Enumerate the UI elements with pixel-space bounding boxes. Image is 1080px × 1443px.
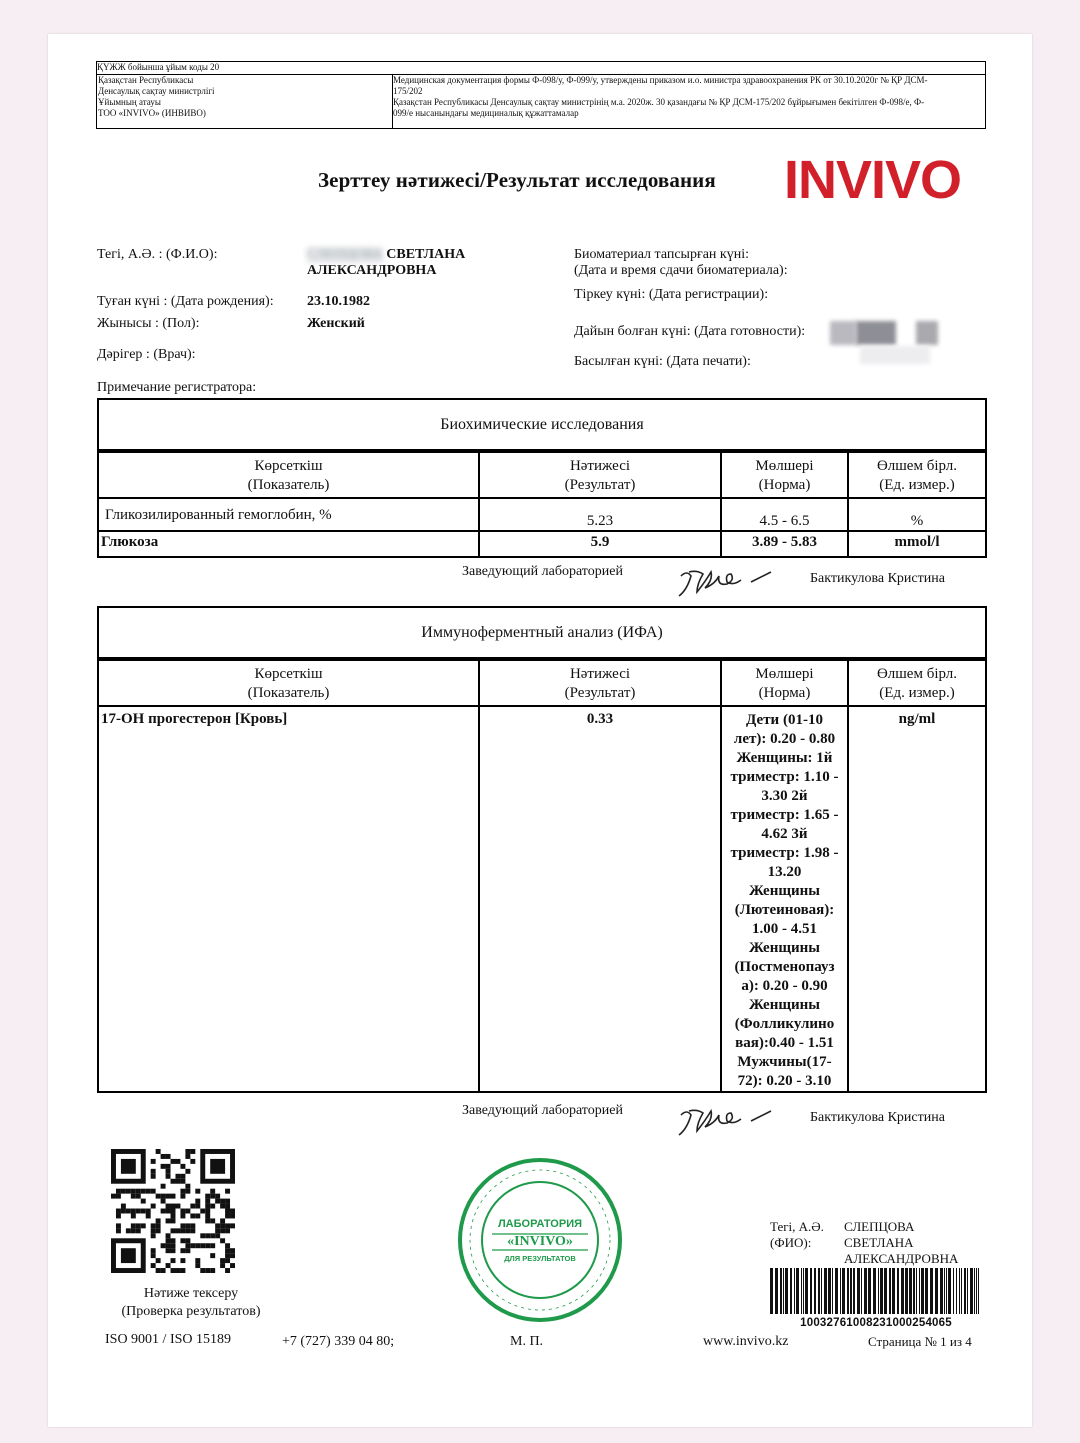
norm-line: Женщины bbox=[748, 997, 821, 1013]
regulation-line: Медицинская документация формы Ф-098/у, Ф-099/у, утверждены приказом и.о. министра здравоохранения РК от 30.10.2020г № ҚР ДСМ- bbox=[393, 75, 928, 85]
biomaterial-label-kz: Биоматериал тапсырған күні: bbox=[574, 247, 749, 262]
norm-line: Женщины bbox=[748, 940, 821, 956]
norm-line: (Фолликулино bbox=[734, 1016, 835, 1032]
lab-stamp-icon bbox=[456, 1156, 624, 1324]
head-of-lab-name: Бактикулова Кристина bbox=[810, 571, 945, 586]
col-result: Нәтижесі (Результат) bbox=[479, 660, 721, 706]
header-regulation bbox=[392, 75, 985, 128]
col-indicator: Көрсеткіш (Показатель) bbox=[98, 660, 479, 706]
ready-date-blurred bbox=[856, 321, 896, 345]
stamp-top-text: ЛАБОРАТОРИЯ bbox=[497, 1218, 583, 1230]
head-of-lab-name: Бактикулова Кристина bbox=[810, 1110, 945, 1125]
result-cell: 5.23 bbox=[479, 498, 721, 531]
ready-date-blurred bbox=[860, 346, 930, 364]
stamp-bottom-text: ДЛЯ РЕЗУЛЬТАТОВ bbox=[504, 1254, 576, 1263]
norm-line: (Лютеиновая): bbox=[734, 902, 835, 918]
ifa-title: Иммуноферментный анализ (ИФА) bbox=[421, 624, 663, 641]
org-line: Ұйымның атауы bbox=[98, 97, 161, 107]
biochem-title: Биохимические исследования bbox=[440, 416, 644, 433]
phone-text[interactable]: +7 (727) 339 04 80; bbox=[282, 1334, 395, 1349]
biochem-table bbox=[97, 451, 987, 558]
org-line: ТОО «INVIVO» (ИНВИВО) bbox=[98, 108, 206, 118]
fio-label: Тегі, А.Ә. : (Ф.И.О): bbox=[97, 247, 218, 262]
norm-line: Мужчины(17- bbox=[737, 1054, 832, 1070]
head-of-lab-label: Заведующий лабораторией bbox=[462, 1103, 623, 1118]
col-result: Нәтижесі (Результат) bbox=[479, 452, 721, 498]
org-line: Денсаулық сақтау министрлігі bbox=[98, 86, 215, 96]
barcode-number: 1003276100823100025406​5 bbox=[800, 1317, 952, 1329]
unit-cell: ng/ml bbox=[848, 706, 986, 1092]
norm-line: 1.00 - 4.51 bbox=[752, 921, 817, 937]
norm-line: (Постменопауз bbox=[734, 959, 835, 975]
norm-line: 3.30 2й bbox=[761, 788, 808, 804]
col-unit: Өлшем бірл. (Ед. измер.) bbox=[848, 452, 986, 498]
signature-icon bbox=[673, 562, 778, 602]
dob-value: 23.10.1982 bbox=[307, 294, 370, 309]
ifa-section-header bbox=[97, 606, 987, 659]
ready-date-blurred bbox=[830, 321, 856, 345]
biomaterial-label-ru: (Дата и время сдачи биоматериала): bbox=[574, 263, 788, 278]
qr-caption bbox=[96, 1285, 286, 1321]
result-document bbox=[48, 34, 1032, 1427]
unit-cell: % bbox=[848, 498, 986, 531]
header-org bbox=[97, 75, 393, 128]
norm-cell: 4.5 - 6.5 bbox=[721, 498, 848, 531]
norm-cell: 3.89 - 5.83 bbox=[721, 531, 848, 557]
indicator-cell: 17-ОН прогестерон [Кровь] bbox=[98, 706, 479, 1092]
barcode-patient-label-ru: (ФИО): bbox=[770, 1235, 812, 1250]
table-row bbox=[98, 498, 986, 531]
norm-line: вая):0.40 - 1.51 bbox=[735, 1035, 834, 1051]
biomaterial-label bbox=[574, 247, 788, 279]
regulation-line: 099/е нысанындағы медициналық құжаттамалар bbox=[393, 108, 579, 118]
table-header-row bbox=[98, 660, 986, 706]
norm-cell bbox=[721, 706, 848, 1092]
norm-line: триместр: 1.65 - bbox=[730, 807, 839, 823]
norm-line: 72): 0.20 - 3.10 bbox=[737, 1073, 832, 1089]
signature-icon bbox=[673, 1101, 778, 1141]
page-number: Страница № 1 из 4 bbox=[868, 1334, 972, 1349]
norm-line: Дети (01-10 bbox=[746, 712, 823, 728]
col-norm: Мөлшері (Норма) bbox=[721, 452, 848, 498]
norm-line: Женщины: 1й bbox=[736, 750, 833, 766]
norm-line: а): 0.20 - 0.90 bbox=[741, 978, 828, 994]
unit-cell: mmol/l bbox=[848, 531, 986, 557]
registration-label: Тіркеу күні: (Дата регистрации): bbox=[574, 287, 769, 302]
org-line: Қазақстан Республикасы bbox=[98, 75, 194, 85]
indicator-cell: Глюкоза bbox=[98, 531, 479, 557]
table-row bbox=[98, 706, 986, 1092]
iso-text: ISO 9001 / ISO 15189 bbox=[105, 1332, 232, 1347]
doctor-label: Дәрігер : (Врач): bbox=[97, 347, 196, 362]
qr-caption-ru: (Проверка результатов) bbox=[121, 1304, 261, 1319]
ifa-table bbox=[97, 659, 987, 1093]
col-indicator: Көрсеткіш (Показатель) bbox=[98, 452, 479, 498]
head-of-lab-label: Заведующий лабораторией bbox=[462, 564, 623, 579]
barcode-patient-label bbox=[770, 1219, 824, 1251]
barcode-patient-label-kz: Тегі, А.Ә. bbox=[770, 1219, 824, 1234]
result-cell: 5.9 bbox=[479, 531, 721, 557]
form-code-text: ҚҮЖЖ бойынша ұйым коды 20 bbox=[97, 62, 220, 72]
print-label: Басылған күні: (Дата печати): bbox=[574, 354, 751, 369]
page-title: Зерттеу нәтижесі/Результат исследования bbox=[318, 168, 716, 192]
fio-patronymic: АЛЕКСАНДРОВНА bbox=[307, 263, 437, 278]
qr-caption-kz: Нәтиже тексеру bbox=[143, 1286, 239, 1301]
biochem-section-header bbox=[97, 398, 987, 451]
stamp-mid-text: «INVIVO» bbox=[507, 1234, 573, 1249]
barcode-patient-name bbox=[844, 1219, 958, 1267]
table-row bbox=[98, 531, 986, 557]
fio-surname-blurred: СЛЕПЦОВА bbox=[307, 247, 383, 262]
regulation-line: 175/202 bbox=[393, 86, 423, 96]
norm-line: триместр: 1.98 - bbox=[730, 845, 839, 861]
ready-date-blurred bbox=[916, 321, 938, 345]
norm-line: 13.20 bbox=[767, 864, 802, 880]
indicator-cell: Гликозилированный гемоглобин, % bbox=[98, 498, 479, 531]
regulation-line: Қазақстан Республикасы Денсаулық сақтау министрінің м.а. 2020ж. 30 қазандағы № ҚР ДСМ-175/202 бұйрығымен бекітілген Ф-098/е, Ф- bbox=[393, 97, 925, 107]
norm-line: 4.62 3й bbox=[761, 826, 808, 842]
registrar-note-label: Примечание регистратора: bbox=[97, 380, 257, 395]
dob-label: Туған күні : (Дата рождения): bbox=[97, 294, 274, 309]
table-header-row bbox=[98, 452, 986, 498]
header-box bbox=[96, 74, 986, 129]
col-norm: Мөлшері (Норма) bbox=[721, 660, 848, 706]
sex-label: Жынысы : (Пол): bbox=[97, 316, 200, 331]
barcode-icon bbox=[768, 1268, 984, 1316]
sex-value: Женский bbox=[307, 316, 365, 331]
barcode-patient-first: СВЕТЛАНА bbox=[844, 1235, 914, 1250]
ready-label: Дайын болған күні: (Дата готовности): bbox=[574, 324, 806, 339]
norm-line: лет): 0.20 - 0.80 bbox=[733, 731, 836, 747]
website-link[interactable]: www.invivo.kz bbox=[703, 1334, 789, 1349]
barcode-patient-patronymic: АЛЕКСАНДРОВНА bbox=[844, 1251, 959, 1266]
fio-value bbox=[307, 247, 465, 279]
barcode-patient-surname: СЛЕПЦОВА bbox=[844, 1219, 915, 1234]
fio-first: СВЕТЛАНА bbox=[386, 247, 466, 262]
invivo-logo: INVIVO bbox=[784, 150, 962, 210]
norm-line: триместр: 1.10 - bbox=[730, 769, 839, 785]
col-unit: Өлшем бірл. (Ед. измер.) bbox=[848, 660, 986, 706]
norm-line: Женщины bbox=[748, 883, 821, 899]
qr-code-icon[interactable] bbox=[111, 1149, 235, 1273]
result-cell: 0.33 bbox=[479, 706, 721, 1092]
stamp-place-text: М. П. bbox=[510, 1334, 544, 1349]
form-code bbox=[96, 61, 986, 74]
